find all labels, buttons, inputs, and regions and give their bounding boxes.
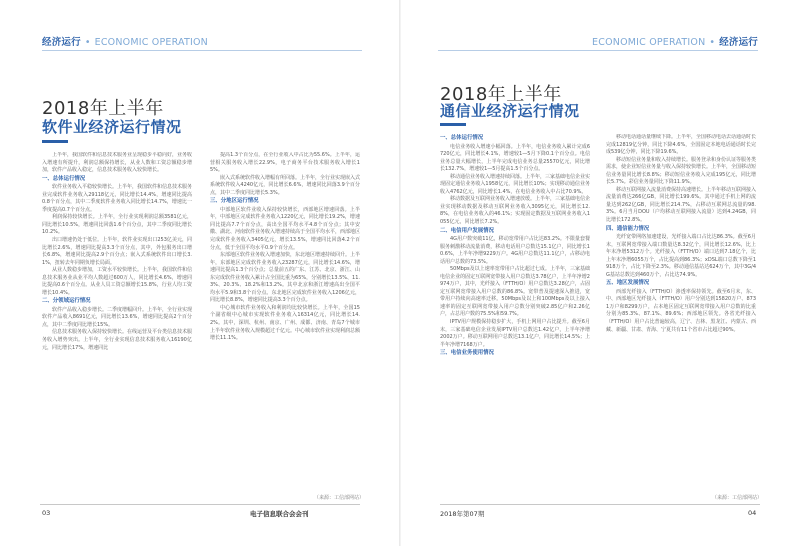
section-subheading: 一、总体运行情况 xyxy=(42,175,86,182)
body-paragraph: 上半年，我国软件和信息技术服务业呈现稳步平稳向好，业务收入增速有所提升，利润总额保持增长，从业人数和工资总额稳步增加，软件产品收入稳定，信息技术服务收入较快增长。 xyxy=(42,152,192,174)
footer-divider xyxy=(440,504,760,505)
article-title: 软件业经济运行情况 xyxy=(42,118,182,136)
body-paragraph: 软件业务收入平稳较快增长。上半年，我国软件和信息技术服务业完成软件业务收入29118亿元，同比增长14.4%，增速同比提高0.8个百分点，其中二季度软件业务收入同比增长14.7%，增速比一季度提高0.7个百分点。 xyxy=(42,184,192,213)
issue-label: 2018年第07期 xyxy=(440,510,485,518)
body-paragraph: 软件产品收入稳步增长。二季度增幅回升。上半年，全行业实现软件产品收入8691亿元，同比增长13.6%，增速同比提高2个百分点，其中二季度同比增长15%。 xyxy=(42,306,192,328)
body-paragraph: 中部地区软件业收入保持较快增长，西部地区增速回落。上半年，中部地区完成软件业务收入1220亿元，同比增长19.2%，增速同比提高7.7个百分点，高出全国平均水平4.8个百分点；其中安徽、湖北、河南软件业务收入增速持续高于全国平均水平，西部地区完成软件业务收入3405亿元，增长13.5%，增速同比回落4.2个百分点，低于全国平均水平0.9个百分点。 xyxy=(210,206,360,251)
body-paragraph: 从业人数稳步增加，工资水平较快增长。上半年，我国软件和信息技术服务业从业平均人数超过600万人，同比增长4.6%，增速同比提高0.6个百分点。从业人员工资总额增长15.8%，行业人均工资增长10.4%。 xyxy=(42,267,192,296)
body-paragraph: 50Mbps及以上速率宽带用户占比超过七成。上半年，三家基础电信企业的固定互联网宽带接入用户总数达3.78亿户，上半年净增2974万户，其中，光纤接入（FTTH/O）用户总数达3.28亿户，占固定互联网宽带接入用户总数的86.8%。宽带普及提速深入推进，宽带用户持续向高速率迁移。50Mbps及以上和100Mbps及以上接入速率的固定互联网宽带接入用户总数分别突破2.85亿户和2.26亿户，占总用户数的75.5%和59.7%。 xyxy=(440,266,590,318)
text-column-1 xyxy=(440,134,590,490)
body-paragraph: 嵌入式系统软件收入增幅有所回落。上半年，全行业实现嵌入式系统软件收入4240亿元，同比增长6.6%，增速同比回落3.9个百分点，其中二季度同比增长5.3%。 xyxy=(210,174,360,196)
body-paragraph: 电信业务收入增速小幅回落。上半年，电信业务收入累计完成6720亿元，同比增长4.1%，增速较1—5月下降0.1个百分点。电信业务总量大幅增长，上半年完成电信业务总量25570亿元，同比增长132.7%，增速较1—5月提高1.5个百分点。 xyxy=(440,143,590,173)
section-header xyxy=(42,34,208,48)
body-paragraph: 光纤宽带网络加速建设，光纤接入端口占比达86.3%。截至6月末，互联网宽带接入端口数量达8.32亿个，同比增长12.6%，比上年末净增5312万个。光纤接入（FTTH/O）端口达到7.18亿个，比上年末净增6055万个，占比提高到86.3%；xDSL端口总数下降至1918万个，占比下降至2.3%。移动通信基站达624万个，其中3G/4G基站总数达到460万个，占比达74.9%。 xyxy=(606,234,756,278)
article-title-year: 2018年上半年 xyxy=(440,84,562,105)
section-subheading: 一、总体运行情况 xyxy=(440,135,484,141)
title-accent-bar xyxy=(42,140,68,143)
article-title-year: 2018年上半年 xyxy=(42,98,164,119)
body-paragraph: 4G用户数突破11亿，移动宽带用户占比达83.2%。不限量套餐服务刺激移动流量消费，移动电话用户总数达15.1亿户，同比增长10.6%，上半年净增9229万户。4G用户总数达11.1亿户，占移动电话用户总数的73.5%。 xyxy=(440,236,590,265)
header-separator: • xyxy=(84,37,91,48)
section-subheading: 二、分领域运行情况 xyxy=(42,298,91,305)
body-paragraph: IPTV用户规模保持稳步扩大，手机上网用户占比提升。截至6月末，三家基础电信企业发展IPTV用户总数达1.42亿户，上半年净增2002万户。移动互联网用户总数达13.1亿户，同比增长14.5%；上半年净增7168万户。 xyxy=(440,319,590,348)
section-subheading: 四、通信能力情况 xyxy=(606,225,650,232)
header-divider xyxy=(438,50,758,51)
section-name-cn: 经济运行 xyxy=(42,37,81,48)
body-paragraph: 提高1.3个百分点，在全行业收入中占比为55.6%。上半年，运营相关服务收入增长22.9%，电子商务平台技术服务收入增长15%。 xyxy=(210,152,360,174)
text-column-2 xyxy=(210,152,360,490)
article-title: 通信业经济运行情况 xyxy=(440,102,580,120)
section-name-en: ECONOMIC OPERATION xyxy=(592,37,706,48)
page-number: 03 xyxy=(42,509,51,517)
body-paragraph: 西部光纤接入（FTTH/O）渗透率保持领先。截至6月末，东、中、西部地区光纤接入（FTTH/O）用户分别达到15820万户、8731万户和8299万户，占本地区固定互联网宽带接入用户总数的比重分别为85.3%、87.1%、89.6%；西部地区领先。各省光纤接入（FTTH/O）用户占比普遍较高，辽宁、吉林、黑龙江、内蒙古、西藏、新疆、甘肃、青海、宁夏共有11个省市占比超过90%。 xyxy=(606,288,756,333)
section-subheading: 二、电信用户发展情况 xyxy=(440,227,494,234)
body-paragraph: 移动通信业务收入增速持续回落。上半年，三家基础电信企业实现固定通信业务收入1958亿元，同比增长10%；实现移动通信业务收入4762亿元，同比增长1.4%，在电信业务收入中占比70.9%。 xyxy=(440,173,590,195)
body-paragraph: 出口增速仍处于低位。上半年，软件业实现出口253亿美元，同比增长2.6%，增速同比提高3.3个百分点，其中，外包服务出口增长6.8%，增速同比提高2.9个百分点；嵌入式系统软件出口增长3.1%，扭转去年同期负增长局面。 xyxy=(42,236,192,266)
body-paragraph: 移动电话通话量继续下降。上半年，全国移动电话去话通话时长完成12819亿分钟，同比下降4.6%，全国固定本地电话通话时长完成539亿分钟，同比下降19.6%。 xyxy=(606,134,756,156)
section-subheading: 三、分地区运行情况 xyxy=(210,198,259,205)
body-paragraph: 信息技术服务收入保持较快增长。在线运营及平台类信息技术服务收入增势突出。上半年，全行业实现信息技术服务收入16190亿元，同比增长17%，增速同比 xyxy=(42,329,192,351)
text-column-2 xyxy=(606,134,756,490)
footer-divider xyxy=(40,504,360,505)
body-paragraph: 移动短信业务量和收入持续增长。服务登录和身份认证等服务类需求，使企业短信业务量与收入保持较快增长。上半年，全国移动短信业务量同比增长8.8%；移动短信业务收入完成195亿元，同比增长5.7%。彩信业务量同比下降11.9%。 xyxy=(606,156,756,186)
body-paragraph: 中心城市软件业务收入和利润均比较快增长。上半年，全国15个副省级中心城市实现软件业务收入16314亿元，同比增长14.2%。其中，深圳、杭州、南京、广州、成都、济南、青岛7个城市上半年软件业务收入规模超过千亿元。中心城市软件业实现利润总额增长11.1%。 xyxy=(210,304,360,342)
section-header xyxy=(592,34,758,48)
source-note: （来源：工信部网站） xyxy=(712,495,763,501)
page-number: 04 xyxy=(748,509,757,517)
title-accent-bar xyxy=(440,123,466,126)
body-paragraph: 利润保持较快增长。上半年，全行业实现利润总额3581亿元，同比增长10.5%，增速同比回落1.6个百分点，其中二季度同比增长10.2%。 xyxy=(42,214,192,236)
body-paragraph: 移动互联网接入流量消费保持高速增长。上半年移动互联网接入流量消费达266亿GB，同比增长199.6%。其中通过手机上网的流量达到262亿GB，同比增长214.7%，占移动互联网总流量的98.3%。6月当月DOU（户均移动互联网接入流量）达到4.24GB，同比增长172.8%。 xyxy=(606,186,756,224)
header-divider xyxy=(42,50,362,51)
publication-name: 电子信息联合会会刊 xyxy=(250,510,309,518)
section-subheading: 五、地区发展情况 xyxy=(606,280,650,287)
section-subheading: 三、电信业务使用情况 xyxy=(440,350,494,357)
text-column-1 xyxy=(42,152,192,490)
source-note: （来源：工信部网站） xyxy=(314,495,365,501)
section-name-cn: 经济运行 xyxy=(719,37,758,48)
body-paragraph: 东部地区软件业务收入增速加快，东北地区增速持续回升。上半年，东部地区完成软件业务收入23287亿元，同比增长14.6%，增速同比提高1.3个百分点；总量前五的广东、江苏、北京、浙江、山东完成软件业务收入累计占全国比重为65%，分别增长13.5%、11.3%、20.3%、18.2%和13.2%。其中北京和浙江增速高出全国平均水平5.9和3.8个百分点。东北地区完成软件业务收入1206亿元，同比增长8.8%，增速同比提高3.3个百分点。 xyxy=(210,252,360,304)
header-separator: • xyxy=(709,37,716,48)
section-name-en: ECONOMIC OPERATION xyxy=(94,37,208,48)
right-page xyxy=(400,0,800,546)
body-paragraph: 移动数据及互联网业务收入增速放缓。上半年，三家基础电信企业实现移动数据及移动互联网业务收入3095亿元，同比增长12.8%，在电信业务收入的46.1%；实现固定数据及互联网业务收入1055亿元，同比增长7.2%。 xyxy=(440,196,590,225)
